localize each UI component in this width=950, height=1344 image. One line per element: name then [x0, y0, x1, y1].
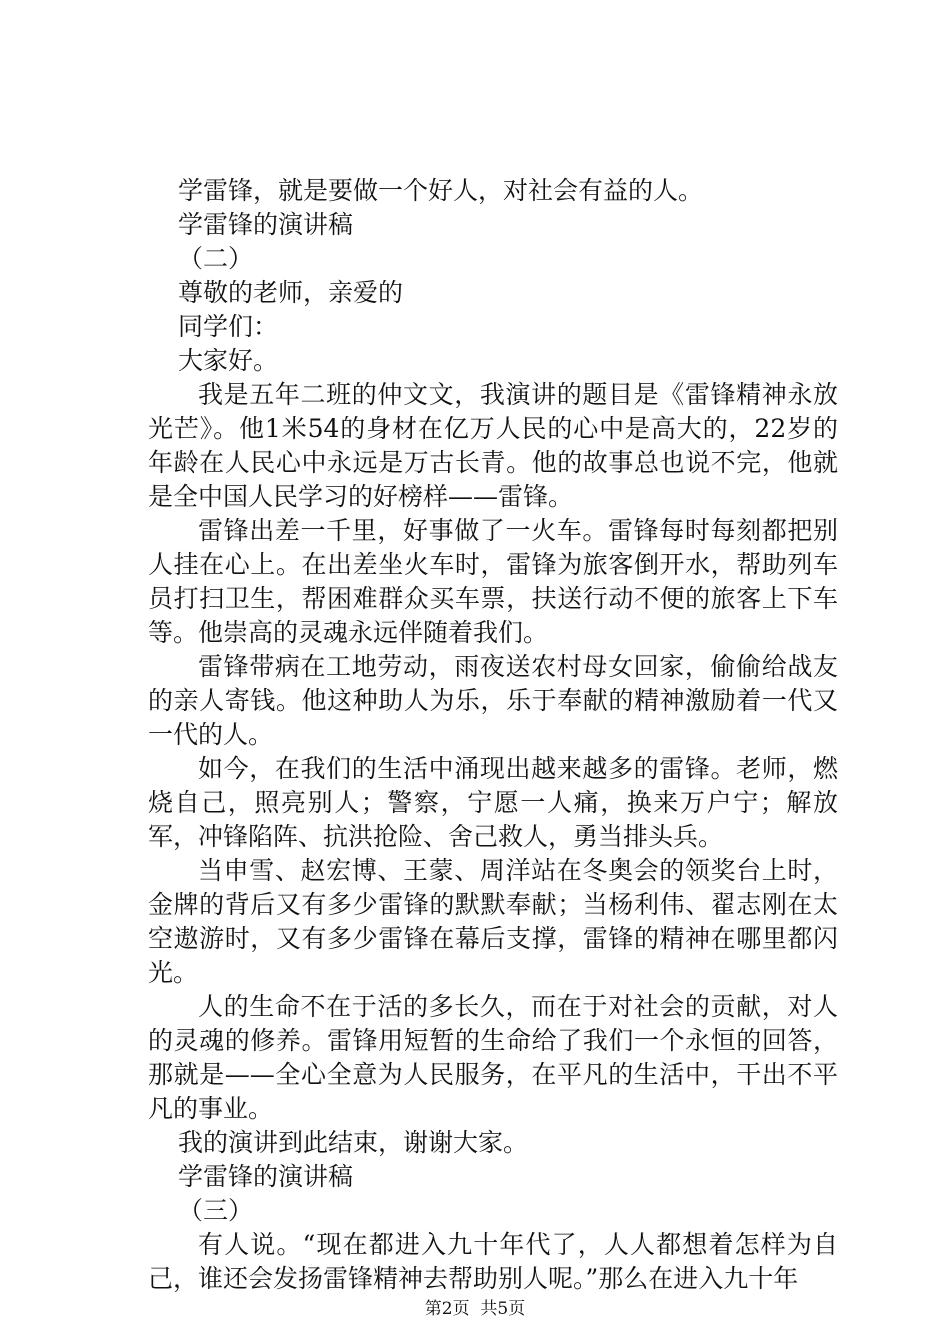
speech-ending: 我的演讲到此结束，谢谢大家。: [178, 1128, 529, 1157]
paragraph: 人的生命不在于活的多长久，而在于对社会的贡献，对人的灵魂的修养。雷锋用短暂的生命给了我们一个永恒的回答，那就是——全心全意为人民服务，在平凡的生活中，干出不平凡的事业。: [148, 992, 838, 1123]
section-number: （三）: [178, 1196, 254, 1225]
paragraph: 雷锋带病在工地劳动，雨夜送农村母女回家，偷偷给战友的亲人寄钱。他这种助人为乐，乐于奉献的精神激励着一代又一代的人。: [148, 652, 838, 749]
paragraph: 当申雪、赵宏博、王蒙、周洋站在冬奥会的领奖台上时，金牌的背后又有多少雷锋的默默奉献；当杨利伟、翟志刚在太空遨游时，又有多少雷锋在幕后支撑，雷锋的精神在哪里都闪光。: [148, 856, 838, 987]
paragraph: 如今，在我们的生活中涌现出越来越多的雷锋。老师，燃烧自己，照亮别人；警察，宁愿一人痛，换来万户宁；解放军，冲锋陷阵、抗洪抢险、舍己救人，勇当排头兵。: [148, 754, 838, 851]
section-title: 学雷锋的演讲稿: [178, 1162, 354, 1191]
page-footer: [0, 1298, 950, 1320]
salutation-continued: 同学们：: [178, 312, 279, 341]
greeting: 大家好。: [178, 346, 279, 375]
salutation: 尊敬的老师，亲爱的: [178, 278, 404, 307]
page-number-label: 第2页 共5页: [424, 1299, 526, 1319]
paragraph: 有人说。“现在都进入九十年代了，人人都想着怎样为自己，谁还会发扬雷锋精神去帮助别人呢。”那么在进入九十年: [148, 1230, 838, 1293]
paragraph: 我是五年二班的仲文文，我演讲的题目是《雷锋精神永放光芒》。他1米54的身材在亿万人民的心中是高大的，22岁的年龄在人民心中永远是万古长青。他的故事总也说不完，他就是全中国人民学习的好榜样——雷锋。: [148, 380, 838, 511]
section-title: 学雷锋的演讲稿: [178, 210, 354, 239]
document-body: [148, 174, 838, 1296]
section-number: （二）: [178, 244, 254, 273]
closing-sentence: 学雷锋，就是要做一个好人，对社会有益的人。: [178, 176, 704, 205]
paragraph: 雷锋出差一千里，好事做了一火车。雷锋每时每刻都把别人挂在心上。在出差坐火车时，雷锋为旅客倒开水，帮助列车员打扫卫生，帮困难群众买车票，扶送行动不便的旅客上下车等。他崇高的灵魂永远伴随着我们。: [148, 516, 838, 647]
